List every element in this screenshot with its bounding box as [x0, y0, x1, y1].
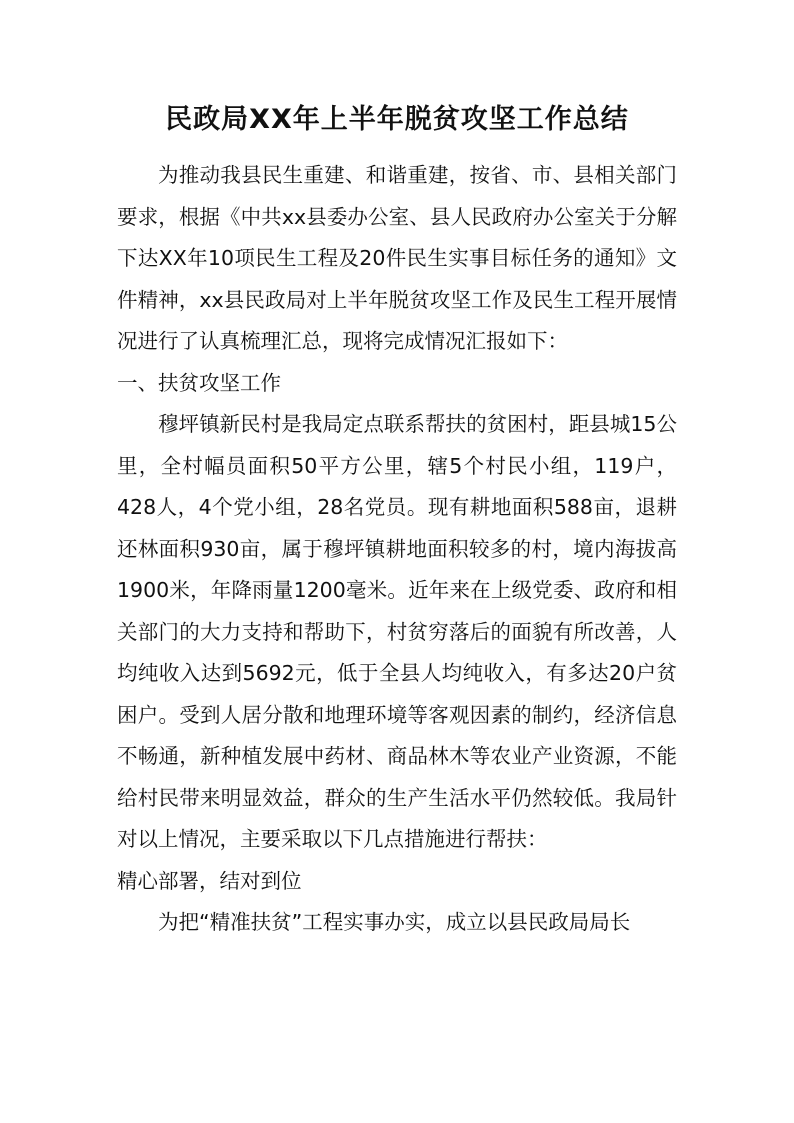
section-heading-poverty-alleviation: 一、扶贫攻坚工作 — [117, 370, 281, 395]
village-description-paragraph: 穆坪镇新民村是我局定点联系帮扶的贫困村，距县城15公里，全村幅员面积50平方公里，辖5个村民小组，119户，428人，4个党小组，28名党员。现有耕地面积588亩，退耕还林面积930亩，属于穆坪镇耕地面积较多的村，境内海拔高1900米，年降雨量1200毫米。近年来在上级党委、政府和相关部门的大力支持和帮助下，村贫穷落后的面貌有所改善，人均纯收入达到5692元，低于全县人均纯收入，有多达20户贫困户。受到人居分散和地理环境等客观因素的制约，经济信息不畅通，新种植发展中药材、商品林木等农业产业资源，不能给村民带来明显效益，群众的生产生活水平仍然较低。我局针对以上情况，主要采取以下几点措施进行帮扶： — [117, 412, 677, 851]
deployment-paragraph: 为把“精准扶贫”工程实事办实，成立以县民政局局长 — [158, 910, 631, 934]
intro-paragraph: 为推动我县民生重建、和谐重建，按省、市、县相关部门要求，根据《中共xx县委办公室、县人民政府办公室关于分解下达XX年10项民生工程及20件民生实事目标任务的通知》文件精神，xx县民政局对上半年脱贫攻坚工作及民生工程开展情况进行了认真梳理汇总，现将完成情况汇报如下： — [117, 163, 677, 353]
subsection-heading-deployment: 精心部署，结对到位 — [117, 868, 302, 893]
document-title: 民政局XX年上半年脱贫攻坚工作总结 — [165, 104, 629, 135]
document-body — [117, 155, 677, 944]
